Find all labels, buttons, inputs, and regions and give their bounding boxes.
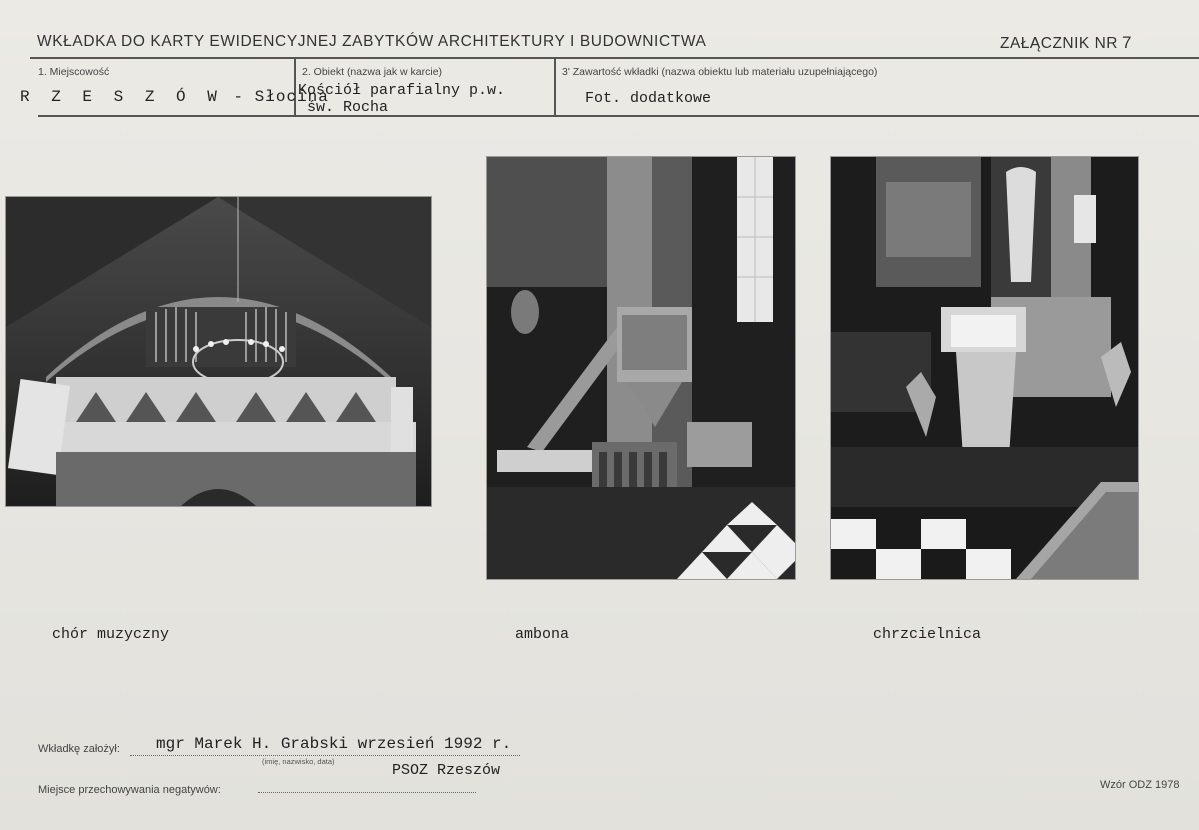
storage-dotted-line <box>258 792 476 793</box>
attachment-number: 7 <box>1121 33 1132 52</box>
pulpit-photo <box>487 157 795 579</box>
content-value: Fot. dodatkowe <box>585 90 712 107</box>
form-code: Wzór ODZ 1978 <box>1100 779 1180 791</box>
form-title: WKŁADKA DO KARTY EWIDENCYJNEJ ZABYTKÓW ARCHITEKTURY I BUDOWNICTWA <box>37 33 707 50</box>
photo-pulpit <box>486 156 796 580</box>
place-value <box>20 88 329 106</box>
author-label: Wkładkę założył: <box>38 743 120 755</box>
object-label: 2. Obiekt (nazwa jak w karcie) <box>302 66 443 78</box>
storage-value: PSOZ Rzeszów <box>392 762 501 779</box>
field-divider-2 <box>554 57 556 115</box>
author-value: mgr Marek H. Grabski wrzesień 1992 r. <box>156 735 512 753</box>
caption-choir: chór muzyczny <box>52 626 170 643</box>
place-value-district: - Słocina <box>222 88 329 106</box>
header-rule-bottom <box>38 115 1199 117</box>
choir-organ-photo <box>6 197 431 506</box>
place-label: 1. Miejscowość <box>38 66 110 78</box>
photo-font <box>830 156 1139 580</box>
place-value-city: R Z E S Z Ó W <box>20 88 223 106</box>
baptismal-font-photo <box>831 157 1138 579</box>
field-divider-1 <box>294 57 296 115</box>
caption-font: chrzcielnica <box>873 626 982 643</box>
object-value: Kościół parafialny p.w. św. Rocha <box>298 82 506 116</box>
attachment-label <box>1000 33 1132 53</box>
attachment-label-text: ZAŁĄCZNIK NR <box>1000 35 1118 52</box>
caption-pulpit: ambona <box>515 626 570 643</box>
author-dotted-line <box>130 755 520 756</box>
photo-choir <box>5 196 432 507</box>
author-hint: (imię, nazwisko, data) <box>262 757 335 766</box>
storage-label: Miejsce przechowywania negatywów: <box>38 784 221 796</box>
content-label: 3' Zawartość wkładki (nazwa obiektu lub materiału uzupełniającego) <box>562 66 878 78</box>
header-rule-top <box>30 57 1199 59</box>
